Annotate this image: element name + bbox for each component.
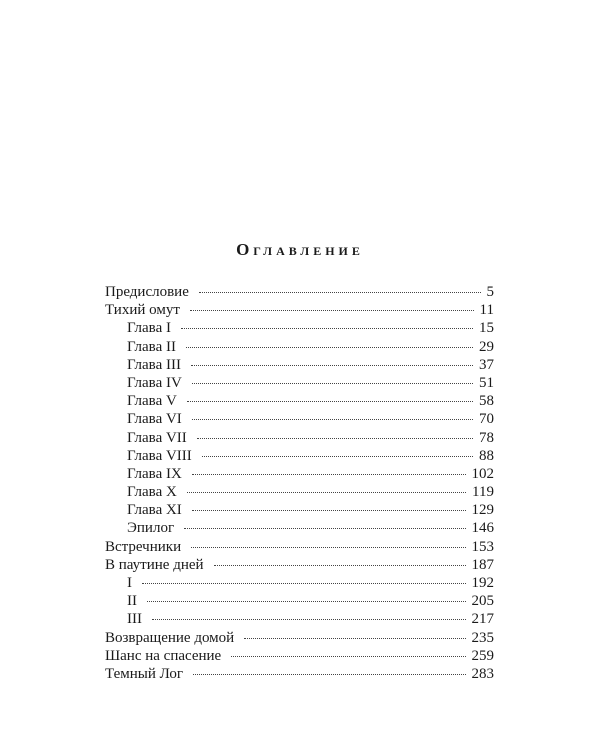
- toc-entry: [105, 319, 494, 337]
- toc-entry: [105, 392, 494, 410]
- toc-entry-label: Глава IV: [127, 374, 182, 391]
- toc-entry-label: Шанс на спасение: [105, 647, 222, 664]
- toc-entry-page-number: 235: [471, 629, 494, 646]
- toc-entry-page-number: 205: [471, 593, 494, 610]
- toc-entry-page-number: 283: [471, 665, 494, 682]
- toc-entry: [105, 665, 494, 683]
- dot-leader: [191, 365, 473, 366]
- dot-leader: [192, 474, 466, 475]
- toc-entry: [105, 410, 494, 428]
- page-title: Оглавление: [236, 240, 364, 259]
- toc-entry-label: Глава I: [127, 320, 171, 337]
- toc-entry-label: II: [127, 593, 137, 610]
- dot-leader: [197, 438, 473, 439]
- toc-entry-label: Глава VII: [127, 429, 187, 446]
- toc-entry-page-number: 217: [471, 611, 494, 628]
- toc-entry-page-number: 192: [471, 575, 494, 591]
- toc-entry: [105, 447, 494, 465]
- dot-leader: [147, 601, 466, 602]
- dot-leader: [142, 583, 466, 584]
- toc-entry-page-number: 5: [486, 284, 494, 300]
- toc-entry: [105, 629, 494, 647]
- toc-entry-label: Глава VIII: [127, 447, 192, 464]
- toc-entry: [105, 483, 494, 501]
- dot-leader: [181, 328, 473, 329]
- toc-entry: [105, 374, 494, 392]
- toc-entry: [105, 538, 494, 556]
- toc-entry-page-number: 187: [471, 556, 494, 573]
- dot-leader: [244, 638, 465, 639]
- toc-entry: [105, 610, 494, 628]
- table-of-contents: [105, 283, 494, 683]
- dot-leader: [187, 492, 466, 493]
- toc-entry-page-number: 259: [471, 647, 494, 664]
- toc-entry-label: Темный Лог: [105, 665, 184, 682]
- toc-entry-page-number: 70: [479, 411, 494, 428]
- toc-entry-label: I: [127, 575, 132, 591]
- toc-entry-page-number: 129: [471, 502, 494, 519]
- toc-entry: [105, 465, 494, 483]
- dot-leader: [190, 310, 474, 311]
- toc-entry: [105, 356, 494, 374]
- toc-entry-label: Глава IX: [127, 465, 182, 482]
- toc-entry-page-number: 11: [479, 302, 494, 319]
- dot-leader: [192, 383, 473, 384]
- toc-entry-label: Глава II: [127, 338, 176, 355]
- toc-entry-page-number: 102: [471, 465, 494, 482]
- dot-leader: [152, 619, 466, 620]
- toc-entry-label: Эпилог: [127, 520, 175, 537]
- toc-entry-page-number: 15: [479, 320, 494, 337]
- toc-entry-label: Глава III: [127, 356, 181, 373]
- toc-entry-page-number: 153: [471, 538, 494, 555]
- toc-entry-label: Возвращение домой: [105, 629, 235, 646]
- toc-entry-page-number: 78: [479, 429, 494, 446]
- toc-entry-label: Тихий омут: [105, 302, 180, 319]
- toc-entry: [105, 556, 494, 574]
- toc-entry-label: Глава VI: [127, 411, 182, 428]
- toc-entry: [105, 429, 494, 447]
- toc-entry: [105, 574, 494, 592]
- dot-leader: [191, 547, 465, 548]
- toc-entry: [105, 283, 494, 301]
- dot-leader: [199, 292, 481, 293]
- dot-leader: [214, 565, 466, 566]
- toc-entry-label: Глава V: [127, 393, 177, 410]
- toc-entry-label: III: [127, 611, 142, 628]
- dot-leader: [186, 347, 473, 348]
- toc-entry-label: В паутине дней: [105, 556, 204, 573]
- dot-leader: [187, 401, 473, 402]
- toc-entry-page-number: 51: [479, 374, 494, 391]
- toc-entry-page-number: 58: [479, 393, 494, 410]
- toc-entry: [105, 338, 494, 356]
- toc-entry-page-number: 29: [479, 338, 494, 355]
- toc-entry: [105, 301, 494, 319]
- dot-leader: [192, 419, 473, 420]
- toc-entry-page-number: 119: [472, 484, 494, 501]
- toc-entry-label: Предисловие: [105, 284, 189, 300]
- toc-entry-label: Глава X: [127, 484, 177, 501]
- toc-entry-page-number: 146: [471, 520, 494, 537]
- dot-leader: [184, 528, 465, 529]
- dot-leader: [231, 656, 465, 657]
- toc-entry: [105, 647, 494, 665]
- toc-entry-page-number: 88: [479, 447, 494, 464]
- toc-entry-label: Встречники: [105, 538, 182, 555]
- toc-entry: [105, 519, 494, 537]
- dot-leader: [202, 456, 473, 457]
- toc-entry: [105, 592, 494, 610]
- dot-leader: [192, 510, 466, 511]
- toc-entry-label: Глава XI: [127, 502, 182, 519]
- toc-entry-page-number: 37: [479, 356, 494, 373]
- dot-leader: [193, 674, 465, 675]
- toc-entry: [105, 501, 494, 519]
